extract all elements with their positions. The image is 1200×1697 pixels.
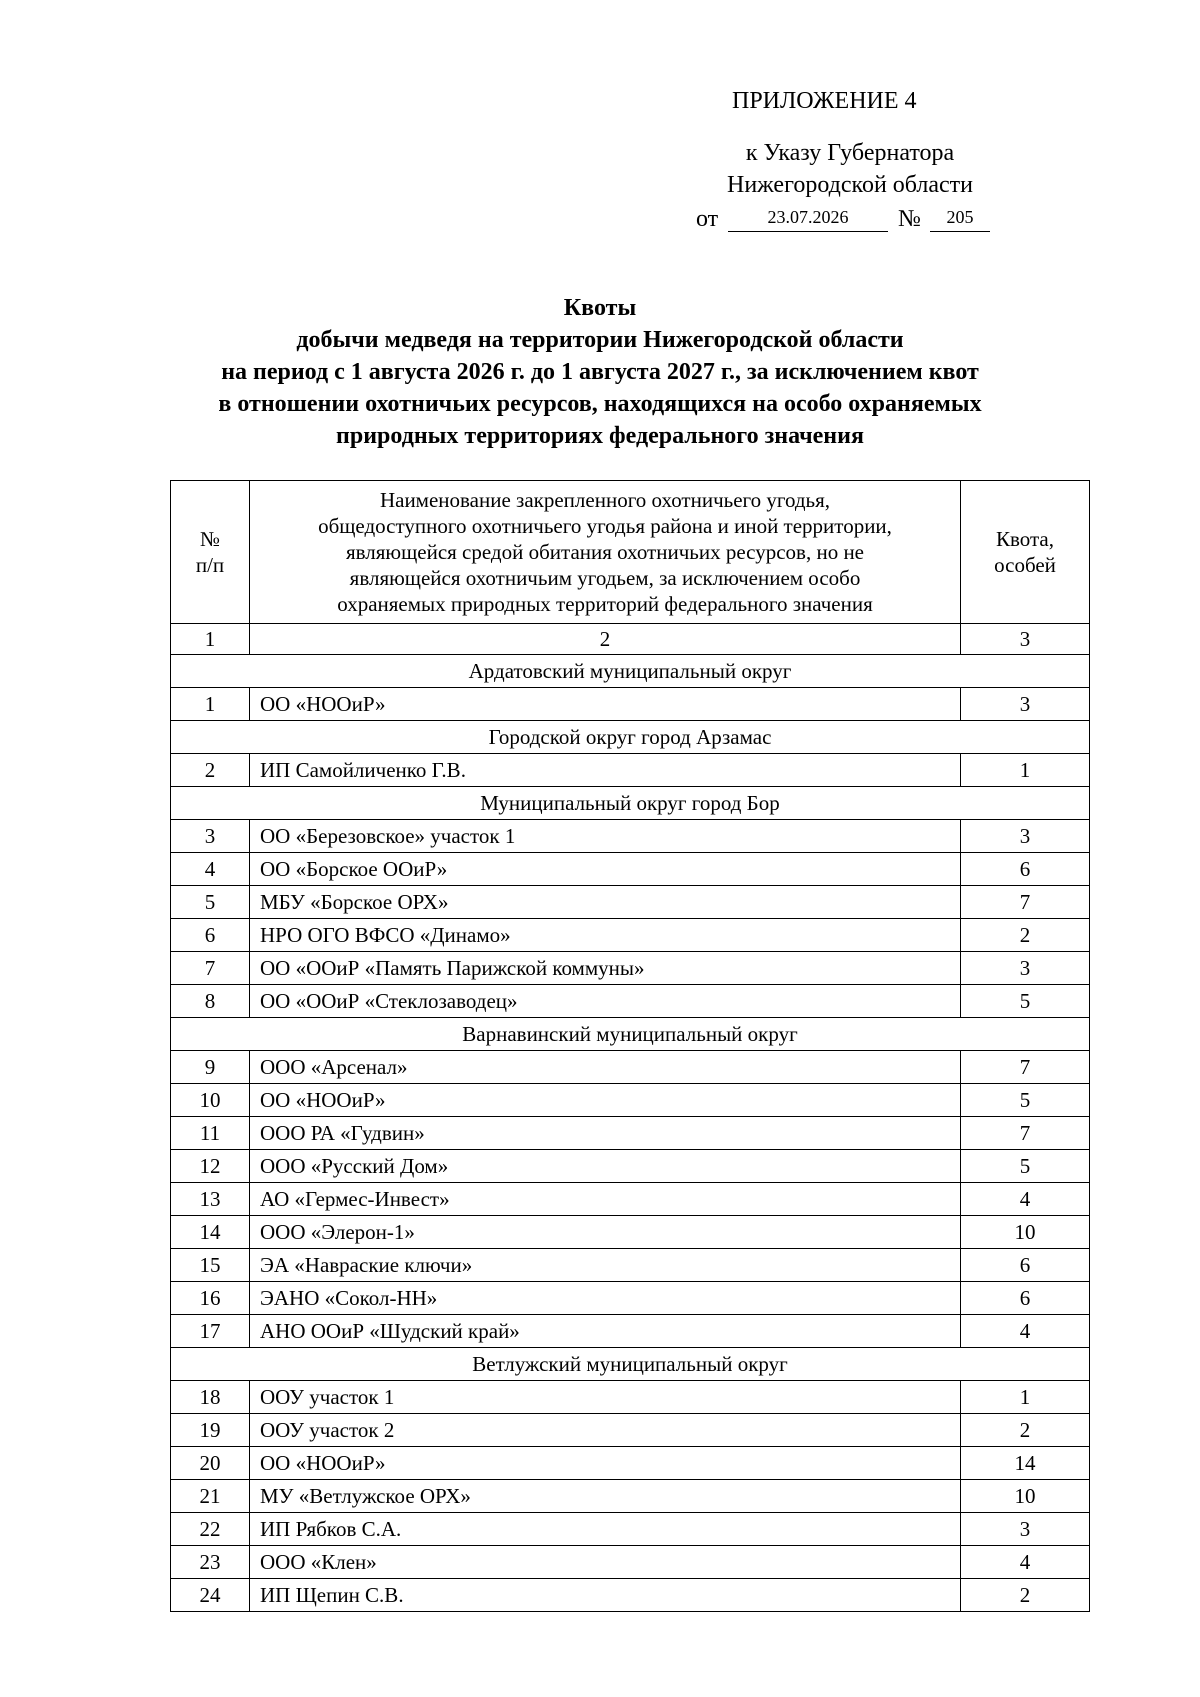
table-row <box>171 1282 1090 1315</box>
header-name-line: являющейся охотничьим угодьем, за исключением особо <box>349 566 861 590</box>
row-number: 1 <box>171 688 250 721</box>
district-name: Ардатовский муниципальный округ <box>171 655 1090 688</box>
table-row <box>171 952 1090 985</box>
table-row <box>171 985 1090 1018</box>
row-name: МУ «Ветлужское ОРХ» <box>250 1480 961 1513</box>
table-row <box>171 1414 1090 1447</box>
row-quota: 3 <box>961 952 1090 985</box>
table-row <box>171 1513 1090 1546</box>
row-name: НРО ОГО ВФСО «Динамо» <box>250 919 961 952</box>
row-quota: 2 <box>961 1579 1090 1612</box>
row-name: ООО «Элерон-1» <box>250 1216 961 1249</box>
row-quota: 3 <box>961 688 1090 721</box>
table-body <box>171 624 1090 1612</box>
row-name: АО «Гермес-Инвест» <box>250 1183 961 1216</box>
row-number: 6 <box>171 919 250 952</box>
row-quota: 6 <box>961 1282 1090 1315</box>
column-number-row <box>171 624 1090 655</box>
decree-number-field: 205 <box>930 203 990 232</box>
row-quota: 4 <box>961 1546 1090 1579</box>
district-name: Муниципальный округ город Бор <box>171 787 1090 820</box>
district-row <box>171 1348 1090 1381</box>
row-quota: 5 <box>961 985 1090 1018</box>
row-number: 15 <box>171 1249 250 1282</box>
row-name: ОО «НООиР» <box>250 688 961 721</box>
table-row <box>171 688 1090 721</box>
row-number: 13 <box>171 1183 250 1216</box>
column-number-cell: 1 <box>171 624 250 655</box>
column-number-cell: 3 <box>961 624 1090 655</box>
district-row <box>171 787 1090 820</box>
table-row <box>171 853 1090 886</box>
table-row <box>171 1447 1090 1480</box>
row-quota: 14 <box>961 1447 1090 1480</box>
row-number: 16 <box>171 1282 250 1315</box>
decree-number-label: № <box>898 206 921 232</box>
row-number: 23 <box>171 1546 250 1579</box>
row-name: ООО РА «Гудвин» <box>250 1117 961 1150</box>
district-row <box>171 655 1090 688</box>
row-quota: 7 <box>961 1051 1090 1084</box>
row-number: 3 <box>171 820 250 853</box>
table-row <box>171 1579 1090 1612</box>
row-quota: 1 <box>961 1381 1090 1414</box>
row-name: ООУ участок 2 <box>250 1414 961 1447</box>
row-quota: 1 <box>961 754 1090 787</box>
district-name: Варнавинский муниципальный округ <box>171 1018 1090 1051</box>
row-quota: 3 <box>961 820 1090 853</box>
row-number: 9 <box>171 1051 250 1084</box>
row-number: 10 <box>171 1084 250 1117</box>
row-quota: 10 <box>961 1216 1090 1249</box>
table-row <box>171 1150 1090 1183</box>
header-number-line-1: № <box>199 527 221 551</box>
row-quota: 2 <box>961 1414 1090 1447</box>
appendix-title: ПРИЛОЖЕНИЕ 4 <box>732 88 917 114</box>
table-row <box>171 1216 1090 1249</box>
row-name: ОО «НООиР» <box>250 1084 961 1117</box>
row-number: 4 <box>171 853 250 886</box>
table-row <box>171 919 1090 952</box>
header-number-line-2: п/п <box>195 553 225 577</box>
table-row <box>171 1117 1090 1150</box>
row-number: 21 <box>171 1480 250 1513</box>
row-name: ОО «ООиР «Память Парижской коммуны» <box>250 952 961 985</box>
district-name: Ветлужский муниципальный округ <box>171 1348 1090 1381</box>
row-quota: 7 <box>961 1117 1090 1150</box>
row-quota: 7 <box>961 886 1090 919</box>
row-name: ИП Щепин С.В. <box>250 1579 961 1612</box>
row-name: ООУ участок 1 <box>250 1381 961 1414</box>
district-row <box>171 1018 1090 1051</box>
header-number <box>171 481 250 624</box>
row-quota: 5 <box>961 1084 1090 1117</box>
table-row <box>171 1546 1090 1579</box>
row-quota: 3 <box>961 1513 1090 1546</box>
row-name: МБУ «Борское ОРХ» <box>250 886 961 919</box>
row-quota: 6 <box>961 1249 1090 1282</box>
table-row <box>171 754 1090 787</box>
table-row <box>171 1480 1090 1513</box>
row-name: ИП Самойличенко Г.В. <box>250 754 961 787</box>
row-number: 19 <box>171 1414 250 1447</box>
heading-line-2: добычи медведя на территории Нижегородской области <box>296 327 904 353</box>
table-row <box>171 1084 1090 1117</box>
table-row <box>171 820 1090 853</box>
table-row <box>171 886 1090 919</box>
district-name: Городской округ город Арзамас <box>171 721 1090 754</box>
table-row <box>171 1249 1090 1282</box>
row-name: ООО «Арсенал» <box>250 1051 961 1084</box>
row-name: ООО «Русский Дом» <box>250 1150 961 1183</box>
row-name: ОО «НООиР» <box>250 1447 961 1480</box>
row-name: ОО «Березовское» участок 1 <box>250 820 961 853</box>
row-name: ООО «Клен» <box>250 1546 961 1579</box>
document-heading <box>150 292 1050 452</box>
header-name-line: Наименование закрепленного охотничьего угодья, <box>379 488 831 512</box>
row-number: 2 <box>171 754 250 787</box>
decree-from-label: от <box>696 206 719 232</box>
row-name: ЭАНО «Сокол-НН» <box>250 1282 961 1315</box>
heading-line-3: на период с 1 августа 2026 г. до 1 августа 2027 г., за исключением квот <box>221 359 979 385</box>
row-number: 8 <box>171 985 250 1018</box>
row-quota: 5 <box>961 1150 1090 1183</box>
row-quota: 4 <box>961 1315 1090 1348</box>
header-quota-line-2: особей <box>994 553 1056 577</box>
table-row <box>171 1381 1090 1414</box>
quota-table <box>170 480 1090 1612</box>
row-quota: 10 <box>961 1480 1090 1513</box>
decree-date-field: 23.07.2026 <box>728 203 888 232</box>
row-number: 22 <box>171 1513 250 1546</box>
heading-line-4: в отношении охотничьих ресурсов, находящихся на особо охраняемых <box>218 391 982 417</box>
row-quota: 2 <box>961 919 1090 952</box>
row-number: 24 <box>171 1579 250 1612</box>
decree-line-1: к Указу Губернатора <box>745 140 955 166</box>
row-name: ИП Рябков С.А. <box>250 1513 961 1546</box>
header-name-line: охраняемых природных территорий федерального значения <box>337 592 873 616</box>
row-number: 20 <box>171 1447 250 1480</box>
header-quota-line-1: Квота, <box>995 527 1054 551</box>
table-row <box>171 1183 1090 1216</box>
header-name-line: общедоступного охотничьего угодья района и иной территории, <box>318 514 892 538</box>
table-header-row <box>171 481 1090 624</box>
row-name: ОО «ООиР «Стеклозаводец» <box>250 985 961 1018</box>
row-number: 17 <box>171 1315 250 1348</box>
table-row <box>171 1315 1090 1348</box>
header-name <box>250 481 961 624</box>
table-row <box>171 1051 1090 1084</box>
header-name-line: являющейся средой обитания охотничьих ресурсов, но не <box>345 540 865 564</box>
column-number-cell: 2 <box>250 624 961 655</box>
row-number: 12 <box>171 1150 250 1183</box>
row-name: ЭА «Навраские ключи» <box>250 1249 961 1282</box>
decree-line-2: Нижегородской области <box>726 172 974 198</box>
row-number: 18 <box>171 1381 250 1414</box>
row-number: 5 <box>171 886 250 919</box>
row-number: 7 <box>171 952 250 985</box>
row-number: 11 <box>171 1117 250 1150</box>
row-quota: 6 <box>961 853 1090 886</box>
row-name: АНО ООиР «Шудский край» <box>250 1315 961 1348</box>
decree-reference <box>690 137 1010 201</box>
row-name: ОО «Борское ООиР» <box>250 853 961 886</box>
heading-line-5: природных территориях федерального значения <box>336 423 864 449</box>
header-quota <box>961 481 1090 624</box>
district-row <box>171 721 1090 754</box>
heading-line-1: Квоты <box>563 295 637 321</box>
row-number: 14 <box>171 1216 250 1249</box>
row-quota: 4 <box>961 1183 1090 1216</box>
